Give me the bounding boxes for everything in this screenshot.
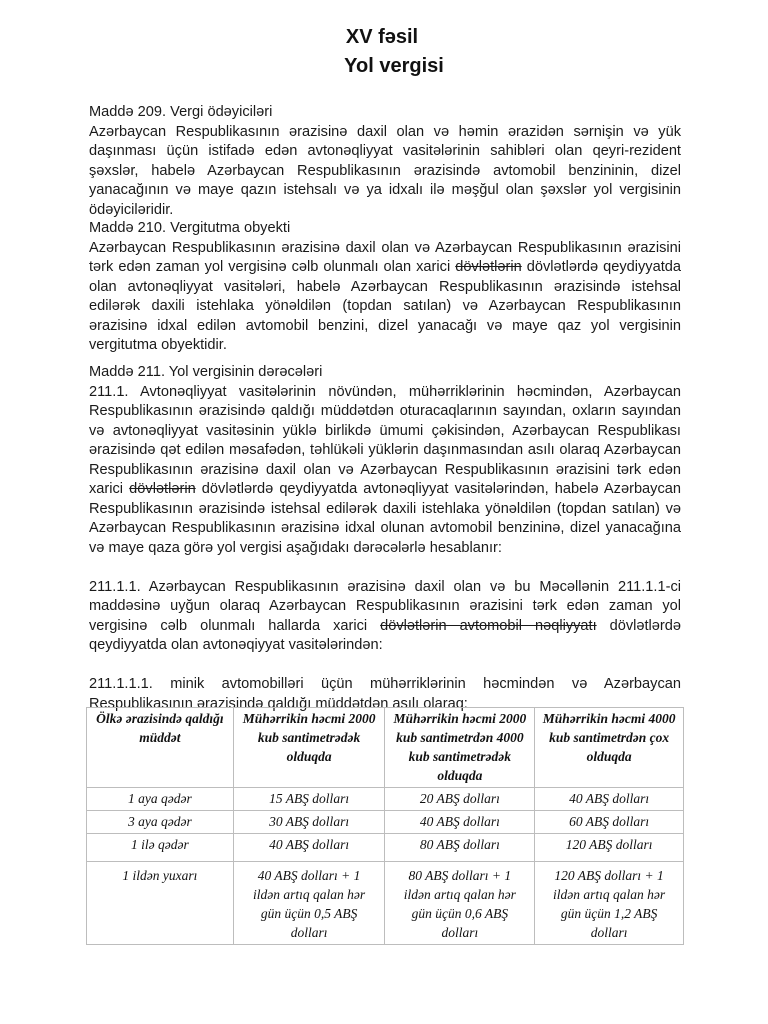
table-cell: 60 ABŞ dolları — [535, 811, 684, 834]
table-cell: 3 aya qədər — [87, 811, 234, 834]
table-cell: 15 ABŞ dolları — [233, 788, 385, 811]
table-cell: 40 ABŞ dolları + 1 ildən artıq qalan hər gün üçün 0,5 ABŞ dolları — [233, 862, 385, 945]
text: Azərbaycan Respublikasının ərazisinə daxil olan və Azərbaycan Respublikasının ərazisini tərk edən zaman yol vergisinə cəlb olunmalı olan xarici — [89, 239, 681, 275]
text: dövlətlərdə qeydiyyatda olan avtonəqiyyat vasitələrindən: — [89, 617, 681, 653]
article-paragraph — [89, 383, 681, 559]
article-heading: Maddə 210. Vergitutma obyekti — [89, 220, 291, 236]
table-cell: 1 ilə qədər — [87, 834, 234, 862]
text: 211.1. Avtonəqliyyat vasitələrinin növündən, mühərriklərinin həcmindən, Azərbaycan Respublikasının ərazisində qaldığı müddətdən oturacaqlarının sayından, oxların sayından və avtonəqliyyat vasitəsinin yüklə birlikdə ümumi çəkisindən, Azərbaycan Respublikası ərazisində qət edilən məsafədən, təhlükəli yüklərin daşınmasından asılı olaraq Azərbaycan Respublikasının ərazisinə daxil olan və Azərbaycan Respublikasının ərazisini tərk edən xarici — [89, 383, 681, 497]
table-row — [87, 811, 684, 834]
text: 211.1.1.1. minik avtomobilləri üçün mühərriklərinin həcmindən və Azərbaycan Respublikasının ərazisində qaldığı müddətdən asılı olaraq: — [89, 676, 681, 712]
article-211 — [89, 363, 681, 714]
table-cell: 120 ABŞ dolları — [535, 834, 684, 862]
article-paragraph — [89, 123, 681, 221]
article-heading: Maddə 211. Yol vergisinin dərəcələri — [89, 364, 323, 380]
table-cell: 20 ABŞ dolları — [385, 788, 535, 811]
table-row — [87, 788, 684, 811]
table-cell: 30 ABŞ dolları — [233, 811, 385, 834]
column-header: Mühərrikin həcmi 2000 kub santimetrədək olduqda — [233, 708, 385, 788]
article-210 — [89, 219, 681, 356]
table-row — [87, 862, 684, 945]
article-heading: Maddə 209. Vergi ödəyiciləri — [89, 104, 273, 120]
table-cell: 1 ildən yuxarı — [87, 862, 234, 945]
table-cell: 40 ABŞ dolları — [233, 834, 385, 862]
table-cell: 120 ABŞ dolları + 1 ildən artıq qalan hər gün üçün 1,2 ABŞ dolları — [535, 862, 684, 945]
table-cell: 40 ABŞ dolları — [535, 788, 684, 811]
table-cell: 40 ABŞ dolları — [385, 811, 535, 834]
table-header-row — [87, 708, 684, 788]
text: 211.1.1. Azərbaycan Respublikasının ərazisinə daxil olan və bu Məcəllənin 211.1.1-ci maddəsinə uyğun olaraq Azərbaycan Respublikasının ərazisini tərk edən zaman yol vergisinə cəlb olunmalı hallarda xarici — [89, 578, 681, 634]
text: Azərbaycan Respublikasının ərazisinə daxil olan və həmin ərazidən sərnişin və yük daşınması üçün istifadə edən avtonəqliyyat vasitələrinin sahibləri olan qeyri-rezident şəxslər, habelə Azərbaycan Respublikasının ərazisində avtomobil benzininin, dizel yanacağının və maye qazın istehsalı və ya idxalı ilə məşğul olan şəxslər yol vergisinin ödəyiciləridir. — [89, 123, 681, 218]
road-tax-rates-table — [86, 707, 684, 945]
article-paragraph — [89, 239, 681, 356]
struck-text: dövlətlərin — [455, 259, 522, 275]
text: dövlətlərdə qeydiyyatda olan avtonəqliyyat vasitələri, habelə Azərbaycan Respublikasının ərazisində istehsal edilərək daxili istehlaka yönəldilən (topdan satılan) və Azərbaycan Respublikasının ərazisinə idxal edilən avtomobil benzini, dizel yanacağı və maye qaz yol vergisinin vergitutma obyektidir. — [89, 259, 682, 353]
table-cell: 80 ABŞ dolları + 1 ildən artıq qalan hər gün üçün 0,6 ABŞ dolları — [385, 862, 535, 945]
struck-text: dövlətlərin avtomobil nəqliyyatı — [380, 617, 597, 634]
article-209 — [89, 103, 681, 220]
text: dövlətlərdə qeydiyyatda avtonəqliyyat vasitələrindən, habelə Azərbaycan Respublikasının ərazisində istehsal edilərək daxili istehlaka yönəldilən (topdan satılan) və Azərbaycan Respublikasının ərazisinə idxal olunan avtomobil benzininə, dizel yanacağına və maye qaza görə yol vergisi aşağıdakı dərəcələrlə hesablanır: — [89, 481, 682, 556]
column-header: Mühərrikin həcmi 2000 kub santimetrdən 4000 kub santimetrədək olduqda — [385, 708, 535, 788]
column-header: Ölkə ərazisində qaldığı müddət — [87, 708, 234, 788]
table-cell: 80 ABŞ dolları — [385, 834, 535, 862]
article-paragraph — [89, 578, 681, 656]
struck-text: dövlətlərin — [129, 481, 196, 497]
table-row — [87, 834, 684, 862]
column-header: Mühərrikin həcmi 4000 kub santimetrdən çox olduqda — [535, 708, 684, 788]
chapter-number: XV fəsil — [345, 26, 419, 48]
chapter-title: Yol vergisi — [344, 55, 444, 77]
table-cell: 1 aya qədər — [87, 788, 234, 811]
